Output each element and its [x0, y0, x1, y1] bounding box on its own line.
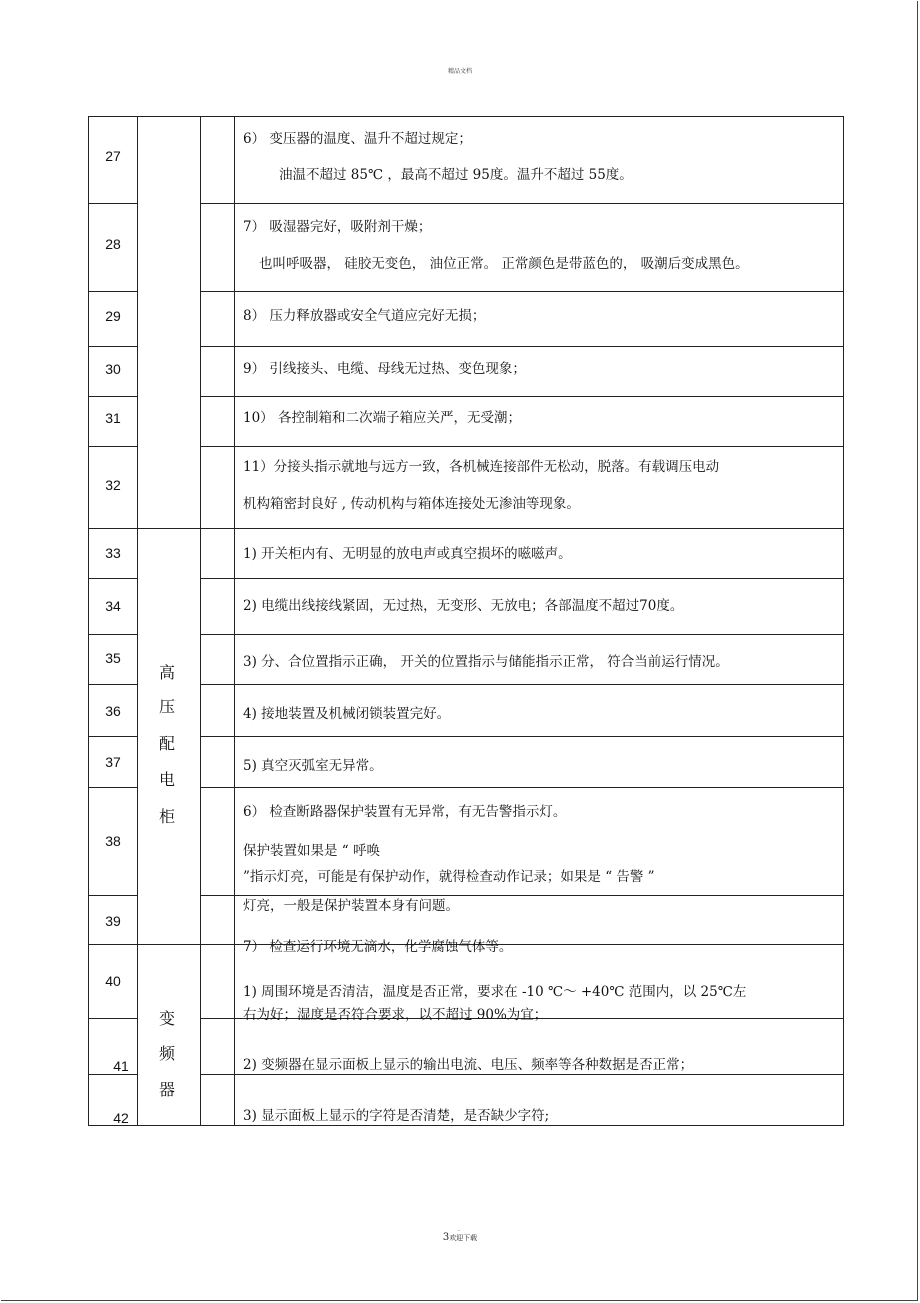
- col-divider-1: [137, 116, 138, 1126]
- col-divider-3: [234, 116, 235, 1126]
- col-divider-2: [200, 116, 201, 1126]
- item-text: 5) 真空灭弧室无异常。: [243, 758, 383, 774]
- row-number: 41: [113, 1058, 129, 1074]
- item-text: 2) 变频器在显示面板上显示的输出电流、电压、频率等各种数据是否正常；: [243, 1057, 694, 1073]
- row-divider: [88, 291, 138, 292]
- row-divider: [200, 346, 844, 347]
- item-text: 10） 各控制箱和二次端子箱应关严，无受潮；: [243, 410, 521, 426]
- row-number: 27: [105, 148, 121, 164]
- row-number: 30: [105, 361, 121, 377]
- row-number: 28: [105, 236, 121, 252]
- group-label-switchgear: 配: [158, 734, 175, 753]
- group-label-switchgear: 压: [158, 697, 175, 716]
- item-text: 右为好；湿度是否符合要求，以不超过 90%为宜；: [243, 1007, 548, 1023]
- row-divider: [88, 346, 138, 347]
- item-text: 7） 吸湿器完好，吸附剂干燥；: [243, 219, 432, 235]
- item-text: 保护装置如果是 “ 呼唤: [243, 843, 380, 859]
- group-divider: [88, 528, 844, 529]
- row-number: 39: [105, 913, 121, 929]
- row-number: 33: [105, 545, 121, 561]
- row-number: 32: [105, 477, 121, 493]
- row-number: 37: [105, 754, 121, 770]
- group-label-switchgear: 柜: [158, 807, 175, 826]
- row-number: 29: [105, 308, 121, 324]
- item-text: 8） 压力释放器或安全气道应完好无损；: [243, 308, 486, 324]
- row-number: 42: [113, 1110, 129, 1126]
- row-divider: [200, 446, 844, 447]
- row-divider: [88, 396, 138, 397]
- row-divider: [88, 578, 138, 579]
- item-text: 1) 开关柜内有、无明显的放电声或真空损坏的嗞嗞声。: [243, 546, 572, 562]
- row-number: 40: [105, 973, 121, 989]
- item-text: 11）分接头指示就地与远方一致，各机械连接部件无松动，脱落。有载调压电动: [243, 459, 720, 475]
- item-text: 7） 检查运行环境无滴水，化学腐蚀气体等。: [243, 939, 513, 955]
- item-text: 1) 周围环境是否清洁，温度是否正常，要求在 -10 ℃～ +40℃ 范围内，以 25℃左: [243, 984, 747, 1000]
- group-label-inverter: 频: [158, 1044, 175, 1063]
- item-text: 4) 接地装置及机械闭锁装置完好。: [243, 706, 451, 722]
- header-note: 精品文档: [447, 68, 472, 75]
- table-border-top: [88, 116, 844, 117]
- row-divider: [200, 203, 844, 204]
- item-text: 也叫呼吸器， 硅胶无变色， 油位正常。 正常颜色是带蓝色的， 吸潮后变成黑色。: [259, 256, 749, 272]
- row-divider: [88, 634, 138, 635]
- row-divider: [88, 203, 138, 204]
- row-divider: [88, 1074, 138, 1075]
- row-divider: [88, 684, 138, 685]
- item-text: 3) 显示面板上显示的字符是否清楚，是否缺少字符;: [243, 1108, 550, 1124]
- footer-dot: .: [458, 1226, 460, 1233]
- item-text: 3) 分、合位置指示正确， 开关的位置指示与储能指示正常， 符合当前运行情况。: [243, 654, 729, 670]
- row-divider: [88, 1018, 138, 1019]
- row-number: 35: [105, 650, 121, 666]
- group-label-switchgear: 高: [158, 663, 175, 682]
- row-divider: [200, 684, 844, 685]
- row-divider: [200, 634, 844, 635]
- item-text: 6） 检查断路器保护装置有无异常，有无告警指示灯。: [243, 804, 567, 820]
- page-number: 3: [442, 1232, 450, 1243]
- row-divider: [200, 787, 844, 788]
- row-divider: [200, 578, 844, 579]
- item-text: ”指示灯亮，可能是有保护动作，就得检查动作记录；如果是 “ 告警 ”: [243, 869, 655, 885]
- item-text: 2) 电缆出线接线紧固，无过热，无变形、无放电；各部温度不超过70度。: [243, 598, 684, 614]
- table-border-right: [843, 116, 844, 1126]
- row-divider: [88, 736, 138, 737]
- page-footer: [0, 1232, 920, 1243]
- item-text: 机构箱密封良好 , 传动机构与箱体连接处无渗油等现象。: [243, 496, 580, 512]
- footer-text: 欢迎下载: [449, 1234, 478, 1242]
- item-text: 6） 变压器的温度、温升不超过规定；: [243, 131, 472, 147]
- row-divider: [200, 396, 844, 397]
- row-divider: [200, 895, 844, 896]
- group-label-inverter: 变: [158, 1009, 175, 1028]
- row-number: 31: [105, 410, 121, 426]
- row-number: 36: [105, 703, 121, 719]
- item-text: 9） 引线接头、电缆、母线无过热、变色现象；: [243, 361, 526, 377]
- item-text: 灯亮，一般是保护装置本身有问题。: [243, 898, 459, 914]
- row-divider: [200, 1074, 844, 1075]
- row-divider: [88, 787, 138, 788]
- group-label-switchgear: 电: [158, 770, 175, 789]
- row-divider: [200, 291, 844, 292]
- row-number: 38: [105, 833, 121, 849]
- row-divider: [88, 446, 138, 447]
- row-divider: [200, 736, 844, 737]
- row-number: 34: [105, 598, 121, 614]
- row-divider: [88, 895, 138, 896]
- table-border-bottom: [88, 1125, 844, 1126]
- item-text: 油温不超过 85℃ ，最高不超过 95度。温升不超过 55度。: [279, 167, 633, 183]
- group-label-inverter: 器: [158, 1080, 175, 1099]
